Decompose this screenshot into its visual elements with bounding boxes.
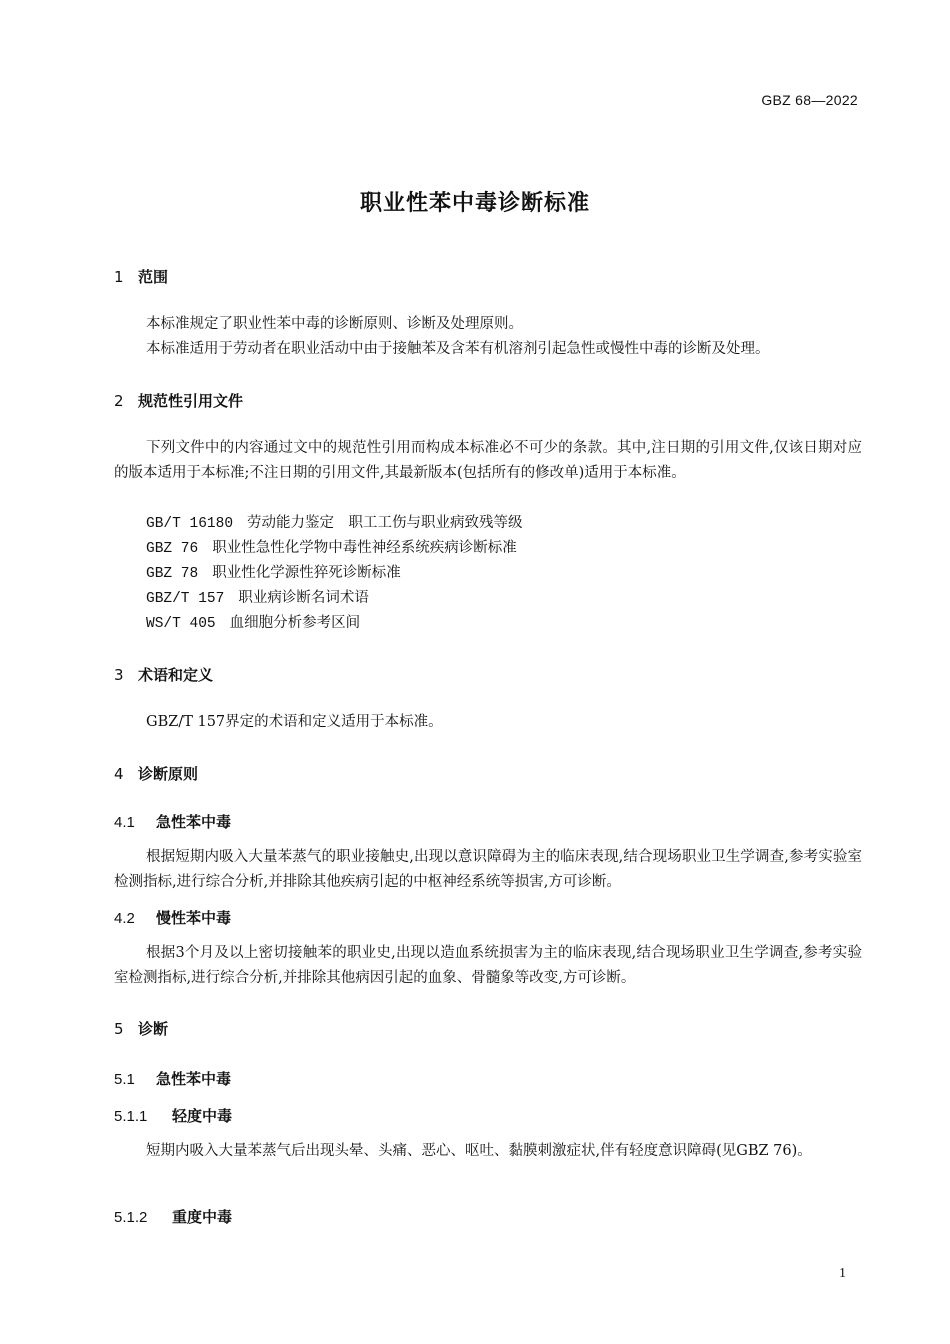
subsection-title: 慢性苯中毒 bbox=[156, 909, 232, 927]
subsection-5-1-heading bbox=[114, 1068, 231, 1089]
section-number: 5 bbox=[114, 1020, 124, 1038]
subsection-number: 4.2 bbox=[114, 910, 135, 927]
reference-code: GBZ 76 bbox=[146, 541, 199, 557]
section-title: 术语和定义 bbox=[138, 666, 214, 684]
reference-item bbox=[146, 511, 523, 532]
subsection-5-1-1-heading bbox=[114, 1105, 232, 1126]
section-title: 诊断 bbox=[138, 1020, 169, 1038]
paragraph: 根据短期内吸入大量苯蒸气的职业接触史,出现以意识障碍为主的临床表现,结合现场职业卫生学调查,参考实验室检测指标,进行综合分析,并排除其他疾病引起的中枢神经系统等损害,方可诊断。 bbox=[114, 849, 862, 890]
subsection-title: 重度中毒 bbox=[172, 1208, 233, 1226]
reference-code: WS/T 405 bbox=[146, 616, 216, 632]
paragraph: 短期内吸入大量苯蒸气后出现头晕、头痛、恶心、呕吐、黏膜刺激症状,伴有轻度意识障碍(见GBZ 76)。 bbox=[146, 1143, 812, 1159]
reference-item bbox=[146, 561, 401, 582]
subsection-title: 急性苯中毒 bbox=[156, 1070, 232, 1088]
reference-item bbox=[146, 536, 517, 557]
reference-code: GBZ 78 bbox=[146, 566, 199, 582]
reference-title: 职业性化学源性猝死诊断标准 bbox=[212, 565, 401, 581]
section-title: 范围 bbox=[138, 268, 169, 286]
paragraph: 下列文件中的内容通过文中的规范性引用而构成本标准必不可少的条款。其中,注日期的引用文件,仅该日期对应的版本适用于本标准;不注日期的引用文件,其最新版本(包括所有的修改单)适用于本标准。 bbox=[114, 440, 862, 481]
subsection-4-2-heading bbox=[114, 907, 231, 928]
subsection-number: 5.1.1 bbox=[114, 1108, 148, 1125]
section-4-heading bbox=[114, 763, 198, 784]
section-number: 1 bbox=[114, 268, 124, 286]
section-5-heading bbox=[114, 1018, 168, 1039]
reference-title: 职业性急性化学物中毒性神经系统疾病诊断标准 bbox=[212, 540, 517, 556]
section-1-heading bbox=[114, 266, 168, 287]
section-number: 3 bbox=[114, 666, 124, 684]
reference-item bbox=[146, 586, 369, 607]
page-number: 1 bbox=[839, 1266, 846, 1281]
section-3-heading bbox=[114, 664, 213, 685]
subsection-4-1-heading bbox=[114, 811, 231, 832]
subsection-number: 5.1.2 bbox=[114, 1209, 148, 1226]
document-title: 职业性苯中毒诊断标准 bbox=[359, 191, 590, 216]
paragraph: 本标准适用于劳动者在职业活动中由于接触苯及含苯有机溶剂引起急性或慢性中毒的诊断及处理。 bbox=[146, 341, 770, 357]
section-number: 4 bbox=[114, 765, 124, 783]
subsection-number: 5.1 bbox=[114, 1071, 135, 1088]
section-title: 规范性引用文件 bbox=[138, 392, 244, 410]
subsection-number: 4.1 bbox=[114, 814, 135, 831]
reference-code: GB/T 16180 bbox=[146, 516, 234, 532]
subsection-title: 急性苯中毒 bbox=[156, 813, 232, 831]
standard-code: GBZ 68—2022 bbox=[761, 92, 858, 108]
section-2-heading bbox=[114, 390, 243, 411]
subsection-5-1-2-heading bbox=[114, 1206, 232, 1227]
section-number: 2 bbox=[114, 392, 124, 410]
paragraph: 根据3个月及以上密切接触苯的职业史,出现以造血系统损害为主的临床表现,结合现场职业卫生学调查,参考实验室检测指标,进行综合分析,并排除其他病因引起的血象、骨髓象等改变,方可诊断。 bbox=[114, 945, 862, 986]
reference-item bbox=[146, 611, 360, 632]
section-title: 诊断原则 bbox=[138, 765, 199, 783]
reference-title: 劳动能力鉴定 职工工伤与职业病致残等级 bbox=[247, 515, 523, 531]
paragraph: GBZ/T 157界定的术语和定义适用于本标准。 bbox=[146, 714, 443, 730]
reference-title: 职业病诊断名词术语 bbox=[238, 590, 369, 606]
reference-code: GBZ/T 157 bbox=[146, 591, 225, 607]
subsection-title: 轻度中毒 bbox=[172, 1107, 233, 1125]
paragraph: 本标准规定了职业性苯中毒的诊断原则、诊断及处理原则。 bbox=[146, 316, 523, 332]
reference-title: 血细胞分析参考区间 bbox=[229, 615, 361, 631]
